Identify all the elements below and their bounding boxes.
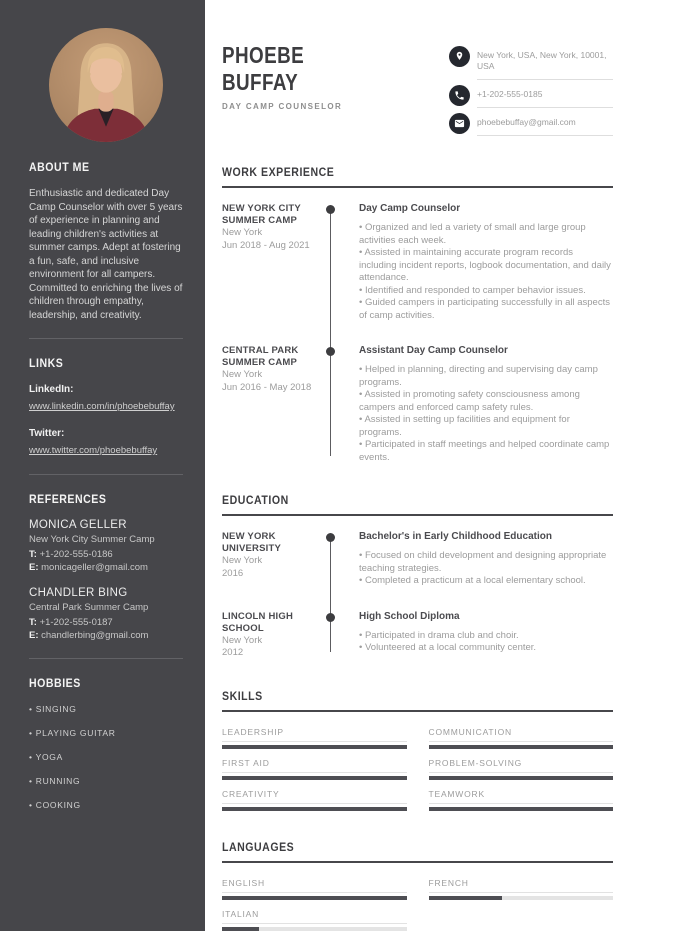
language-label: ENGLISH: [222, 878, 407, 893]
about-section: [29, 160, 183, 322]
references-section: [29, 492, 183, 642]
education-location: New York: [222, 555, 263, 566]
skill-bar: [429, 745, 614, 749]
language-grid-spacer: [429, 909, 614, 931]
name-line-2: BUFFAY: [222, 69, 299, 95]
reference-phone: [29, 549, 183, 562]
name-line-1: PHOEBE: [222, 42, 305, 68]
education-degree: Bachelor's in Early Childhood Education: [359, 531, 552, 542]
skill-bar: [222, 776, 407, 780]
reference-email-value: chandlerbing@gmail.com: [41, 629, 149, 641]
education-org: LINCOLN HIGH SCHOOL: [222, 610, 294, 634]
links-section: [29, 356, 183, 458]
work-entry: [222, 203, 613, 322]
work-entry-detail: [359, 203, 613, 322]
section-rule: [222, 186, 613, 188]
timeline-dot: [326, 533, 335, 542]
skill-bar: [222, 807, 407, 811]
work-role: Assistant Day Camp Counselor: [359, 345, 508, 356]
work-bullet: • Assisted in setting up facilities and equipment for programs.: [359, 414, 613, 439]
location-icon: [449, 46, 470, 67]
work-entry-meta: [222, 345, 322, 464]
skill-item: [429, 758, 614, 780]
skill-item: [429, 789, 614, 811]
contact-phone-row: [449, 85, 613, 108]
work-bullets: [359, 222, 613, 322]
skill-bar-fill: [429, 807, 614, 811]
reference-item: [29, 586, 183, 642]
email-icon: [449, 113, 470, 134]
reference-email: [29, 630, 183, 643]
skill-bar-fill: [222, 776, 407, 780]
skills-heading: SKILLS: [222, 688, 263, 703]
education-dates: 2016: [222, 567, 244, 579]
languages-heading: LANGUAGES: [222, 839, 295, 854]
work-location: New York: [222, 227, 263, 238]
skill-label: FIRST AID: [222, 758, 407, 773]
about-text: Enthusiastic and dedicated Day Camp Counselor with over 5 years of experience in planning and leading children's activities at summer camps. Adept at fostering a fun, safe, and inclusive environment for all campers. Committed to enriching the lives of children through empathy, leadership, and creativity.: [29, 188, 183, 321]
education-entry-detail: [359, 531, 613, 588]
work-experience-heading: WORK EXPERIENCE: [222, 165, 335, 179]
phone-icon: [449, 85, 470, 106]
timeline-dot: [326, 613, 335, 622]
reference-phone-value: +1-202-555-0186: [39, 549, 113, 560]
main-column: [205, 0, 675, 931]
reference-item: [29, 518, 183, 574]
work-org: CENTRAL PARK SUMMER CAMP: [222, 345, 299, 368]
hobby-list: [29, 704, 183, 810]
skill-bar: [429, 807, 614, 811]
work-location: New York: [222, 369, 263, 380]
hobbies-heading: HOBBIES: [29, 676, 81, 690]
skills-section: [222, 689, 613, 811]
hobby-item: • RUNNING: [29, 776, 183, 786]
language-bar: [429, 896, 614, 900]
language-label: ITALIAN: [222, 909, 407, 924]
language-label: FRENCH: [429, 878, 614, 893]
education-bullet: • Volunteered at a local community center.: [359, 642, 613, 655]
language-bar: [222, 896, 407, 900]
language-bar-fill: [222, 927, 259, 931]
education-entry-detail: [359, 611, 613, 660]
contact-address-row: [449, 46, 613, 80]
skill-bar-fill: [429, 745, 614, 749]
section-rule: [222, 861, 613, 863]
reference-name: MONICA GELLER: [29, 519, 127, 531]
reference-phone-label: T:: [29, 617, 37, 628]
hobbies-section: [29, 676, 183, 810]
skill-bar-fill: [429, 776, 614, 780]
languages-grid: [222, 878, 613, 931]
languages-section: [222, 840, 613, 931]
work-role: Day Camp Counselor: [359, 203, 461, 214]
skill-label: PROBLEM-SOLVING: [429, 758, 614, 773]
skill-bar-fill: [222, 745, 407, 749]
education-section: [222, 493, 613, 660]
work-dates: Jun 2018 - Aug 2021: [222, 239, 310, 251]
timeline-dot: [326, 205, 335, 214]
education-bullet: • Focused on child development and designing appropriate teaching strategies.: [359, 550, 613, 575]
work-bullet: • Assisted in maintaining accurate program records including incident reports, logbook documentation, and daily attendance.: [359, 247, 613, 285]
reference-name: CHANDLER BING: [29, 587, 128, 599]
language-item: [222, 909, 407, 931]
timeline-dot: [326, 347, 335, 356]
profile-photo-image: [49, 28, 163, 142]
language-bar: [222, 927, 407, 931]
education-org: NEW YORK UNIVERSITY: [222, 531, 282, 554]
skill-label: CREATIVITY: [222, 789, 407, 804]
education-dates: 2012: [222, 647, 244, 658]
name-block: [222, 42, 342, 141]
reference-phone-value: +1-202-555-0187: [39, 617, 113, 628]
skill-bar: [429, 776, 614, 780]
resume-header: [222, 42, 613, 141]
work-entry-meta: [222, 203, 322, 322]
sidebar-divider: [29, 338, 183, 339]
hobby-item: • PLAYING GUITAR: [29, 728, 183, 738]
skill-bar: [222, 745, 407, 749]
work-bullet: • Identified and responded to camper behavior issues.: [359, 285, 613, 298]
linkedin-label: LinkedIn:: [29, 384, 74, 395]
education-entry-meta: [222, 611, 322, 660]
education-degree: High School Diploma: [359, 610, 460, 622]
work-dates: Jun 2016 - May 2018: [222, 381, 312, 393]
hobby-item: • YOGA: [29, 752, 183, 762]
contact-phone: +1-202-555-0185: [477, 85, 613, 108]
links-heading: LINKS: [29, 356, 64, 370]
contact-block: [449, 46, 613, 141]
education-heading: EDUCATION: [222, 493, 289, 507]
skill-bar-fill: [222, 807, 407, 811]
work-experience-section: [222, 165, 613, 464]
reference-company: Central Park Summer Camp: [29, 602, 149, 613]
skill-item: [429, 727, 614, 749]
reference-email-label: E:: [29, 561, 39, 573]
language-item: [222, 878, 407, 900]
work-entries: [222, 203, 613, 464]
reference-company: New York City Summer Camp: [29, 534, 155, 545]
profile-photo: [49, 28, 163, 142]
link-item-twitter: [29, 427, 183, 458]
work-bullets: [359, 364, 613, 464]
skill-item: [222, 727, 407, 749]
skill-item: [222, 789, 407, 811]
references-heading: REFERENCES: [29, 492, 107, 506]
hobby-item: • SINGING: [29, 704, 183, 714]
section-rule: [222, 514, 613, 516]
reference-email-label: E:: [29, 629, 39, 641]
linkedin-link[interactable]: www.linkedin.com/in/phoebebuffay: [29, 401, 175, 412]
skill-label: COMMUNICATION: [429, 727, 614, 742]
sidebar: [0, 0, 205, 931]
link-item-linkedin: [29, 383, 183, 414]
skills-grid: [222, 727, 613, 811]
contact-address: New York, USA, New York, 10001, USA: [477, 46, 613, 80]
education-location: New York: [222, 634, 263, 646]
reference-email-value: monicageller@gmail.com: [41, 561, 148, 573]
skill-item: [222, 758, 407, 780]
contact-email-row: [449, 113, 613, 136]
education-bullet: • Completed a practicum at a local elementary school.: [359, 575, 613, 588]
work-bullet: • Guided campers in participating successfully in all aspects of camp activities.: [359, 297, 613, 322]
skill-label: LEADERSHIP: [222, 727, 407, 742]
work-entry: [222, 345, 613, 464]
education-entry: [222, 531, 613, 588]
section-rule: [222, 710, 613, 712]
work-bullet: • Assisted in promoting safety consciousness among campers and enforced camp safety rules.: [359, 389, 613, 414]
sidebar-divider: [29, 658, 183, 659]
language-bar-fill: [429, 896, 503, 900]
education-entries: [222, 531, 613, 660]
job-title: DAY CAMP COUNSELOR: [222, 102, 343, 111]
reference-phone: [29, 617, 183, 630]
language-bar-fill: [222, 896, 407, 900]
skill-label: TEAMWORK: [429, 789, 614, 804]
twitter-label: Twitter:: [29, 428, 65, 439]
education-bullets: [359, 550, 613, 588]
education-bullets: [359, 630, 613, 655]
hobby-item: • COOKING: [29, 800, 183, 810]
reference-email: [29, 562, 183, 575]
sidebar-divider: [29, 474, 183, 475]
work-bullet: • Helped in planning, directing and supervising day camp programs.: [359, 364, 613, 389]
about-heading: ABOUT ME: [29, 160, 90, 174]
work-bullet: • Organized and led a variety of small and large group activities each week.: [359, 222, 613, 247]
work-bullet: • Participated in staff meetings and helped coordinate camp events.: [359, 439, 613, 464]
work-org: NEW YORK CITY SUMMER CAMP: [222, 203, 301, 226]
work-entry-detail: [359, 345, 613, 464]
twitter-link[interactable]: www.twitter.com/phoebebuffay: [29, 445, 158, 456]
reference-phone-label: T:: [29, 549, 37, 560]
education-entry: [222, 611, 613, 660]
contact-email: phoebebuffay@gmail.com: [477, 113, 613, 136]
education-bullet: • Participated in drama club and choir.: [359, 630, 613, 643]
education-entry-meta: [222, 531, 322, 588]
language-item: [429, 878, 614, 900]
